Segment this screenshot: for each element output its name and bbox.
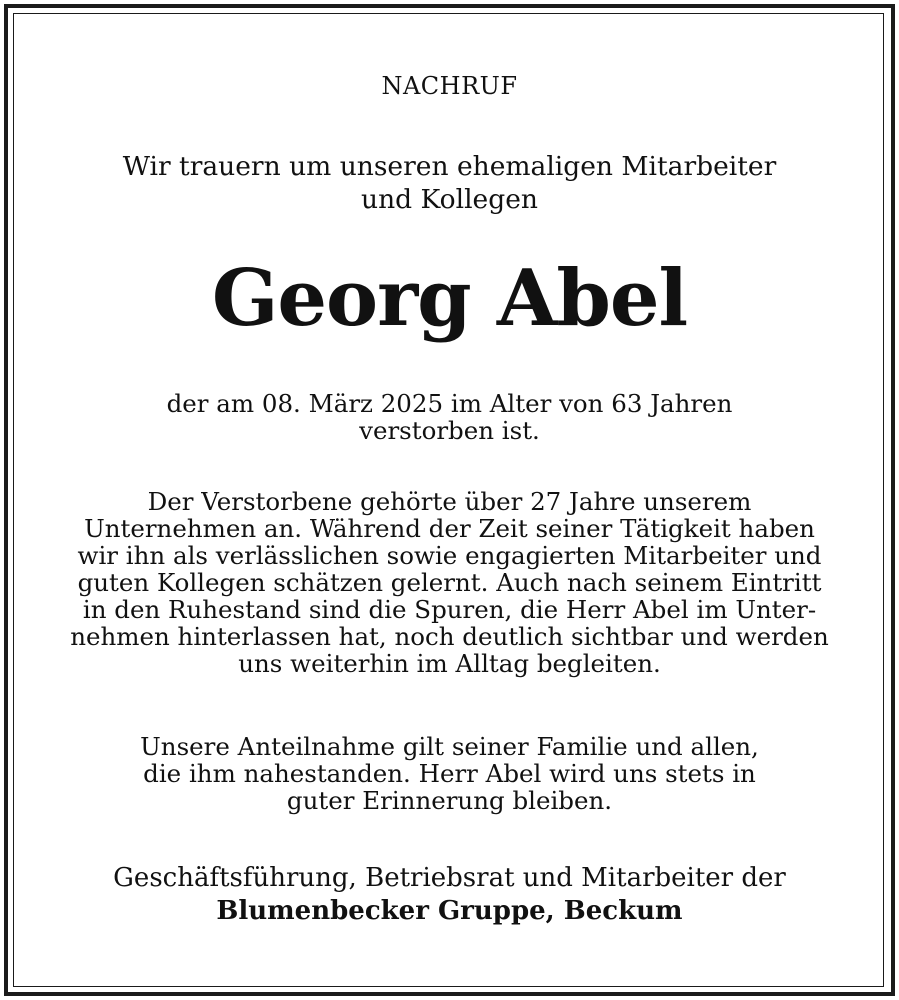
deceased-name: Georg Abel [211,253,688,344]
notice-heading: NACHRUF [381,72,518,100]
intro-text [20,150,879,216]
company-name: Blumenbecker Gruppe, Beckum [216,896,683,926]
intro-line: Wir trauern um unseren ehemaligen Mitarbeiter [122,151,777,182]
biography-line: guten Kollegen schätzen gelernt. Auch nach seinem Eintritt [77,568,822,597]
condolence-paragraph [20,733,879,814]
condolence-line: die ihm nahestanden. Herr Abel wird uns stets in [143,759,756,788]
intro-line: und Kollegen [361,184,538,215]
biography-line: uns weiterhin im Alltag begleiten. [238,649,661,678]
biography-line: nehmen hinterlassen hat, noch deutlich sichtbar und werden [70,622,829,651]
condolence-line: guter Erinnerung bleiben. [286,786,613,815]
biography-paragraph [20,488,879,677]
signature-block [20,862,879,928]
death-notice-line: der am 08. März 2025 im Alter von 63 Jahren [166,389,733,418]
condolence-line: Unsere Anteilnahme gilt seiner Familie und allen, [140,732,759,761]
biography-line: Der Verstorbene gehörte über 27 Jahre unserem [147,487,752,516]
death-notice-line: verstorben ist. [359,416,540,445]
biography-line: in den Ruhestand sind die Spuren, die Herr Abel im Unter- [82,595,817,624]
death-notice [20,390,879,444]
biography-line: Unternehmen an. Während der Zeit seiner Tätigkeit haben [84,514,815,543]
biography-line: wir ihn als verlässlichen sowie engagierten Mitarbeiter und [77,541,822,570]
signature-line: Geschäftsführung, Betriebsrat und Mitarbeiter der [113,863,786,893]
